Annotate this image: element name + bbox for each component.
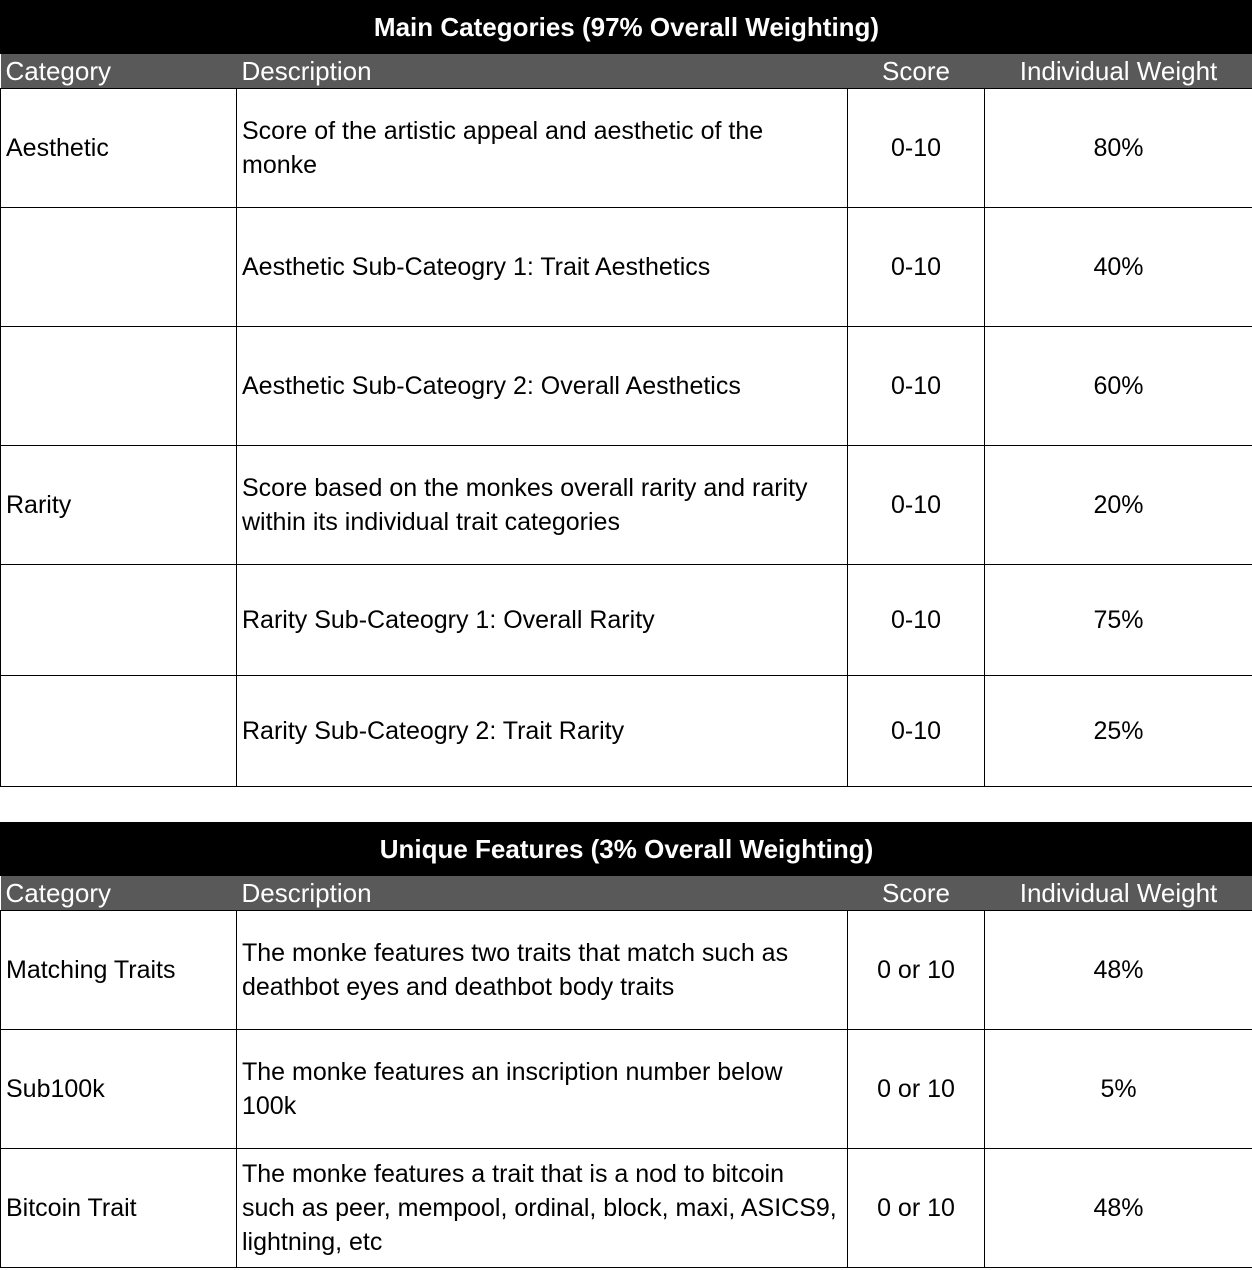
score-cell: 0 or 10: [848, 1149, 985, 1268]
header-individual-weight: Individual Weight: [985, 54, 1252, 89]
table-row: [1, 911, 1252, 1030]
description-cell: Score based on the monkes overall rarity and rarity within its individual trait categories: [237, 446, 848, 565]
weight-cell: 5%: [985, 1030, 1252, 1149]
category-cell: Matching Traits: [1, 911, 237, 1030]
description-cell: The monke features an inscription number below 100k: [237, 1030, 848, 1149]
header-row: [1, 54, 1252, 89]
table-title-row: [1, 1, 1252, 54]
table-title: Unique Features (3% Overall Weighting): [1, 823, 1252, 876]
description-cell: Score of the artistic appeal and aesthetic of the monke: [237, 89, 848, 208]
table-row: [1, 89, 1252, 208]
header-category: Category: [1, 876, 237, 911]
weight-cell: 48%: [985, 1149, 1252, 1268]
header-category: Category: [1, 54, 237, 89]
score-cell: 0 or 10: [848, 911, 985, 1030]
score-cell: 0-10: [848, 208, 985, 327]
category-cell: [1, 208, 237, 327]
description-cell: The monke features a trait that is a nod to bitcoin such as peer, mempool, ordinal, block, maxi, ASICS9, lightning, etc: [237, 1149, 848, 1268]
category-cell: [1, 565, 237, 676]
category-cell: [1, 327, 237, 446]
table-row: [1, 208, 1252, 327]
score-cell: 0-10: [848, 676, 985, 787]
weight-cell: 75%: [985, 565, 1252, 676]
category-cell: Aesthetic: [1, 89, 237, 208]
header-description: Description: [237, 54, 848, 89]
score-cell: 0-10: [848, 89, 985, 208]
weight-cell: 25%: [985, 676, 1252, 787]
table-row: [1, 446, 1252, 565]
score-cell: 0-10: [848, 446, 985, 565]
weight-cell: 60%: [985, 327, 1252, 446]
unique-features-table: [0, 822, 1252, 1268]
description-cell: Aesthetic Sub-Cateogry 2: Overall Aesthetics: [237, 327, 848, 446]
weight-cell: 80%: [985, 89, 1252, 208]
score-cell: 0-10: [848, 327, 985, 446]
table-row: [1, 1149, 1252, 1268]
table-row: [1, 565, 1252, 676]
header-individual-weight: Individual Weight: [985, 876, 1252, 911]
header-description: Description: [237, 876, 848, 911]
header-score: Score: [848, 54, 985, 89]
category-cell: Rarity: [1, 446, 237, 565]
score-cell: 0-10: [848, 565, 985, 676]
table-row: [1, 327, 1252, 446]
table-row: [1, 676, 1252, 787]
header-score: Score: [848, 876, 985, 911]
table-title: Main Categories (97% Overall Weighting): [1, 1, 1252, 54]
description-cell: Aesthetic Sub-Cateogry 1: Trait Aesthetics: [237, 208, 848, 327]
weight-cell: 48%: [985, 911, 1252, 1030]
score-cell: 0 or 10: [848, 1030, 985, 1149]
category-cell: Sub100k: [1, 1030, 237, 1149]
description-cell: Rarity Sub-Cateogry 1: Overall Rarity: [237, 565, 848, 676]
weight-cell: 40%: [985, 208, 1252, 327]
category-cell: [1, 676, 237, 787]
header-row: [1, 876, 1252, 911]
description-cell: Rarity Sub-Cateogry 2: Trait Rarity: [237, 676, 848, 787]
category-cell: Bitcoin Trait: [1, 1149, 237, 1268]
description-cell: The monke features two traits that match such as deathbot eyes and deathbot body traits: [237, 911, 848, 1030]
table-title-row: [1, 823, 1252, 876]
table-row: [1, 1030, 1252, 1149]
weight-cell: 20%: [985, 446, 1252, 565]
